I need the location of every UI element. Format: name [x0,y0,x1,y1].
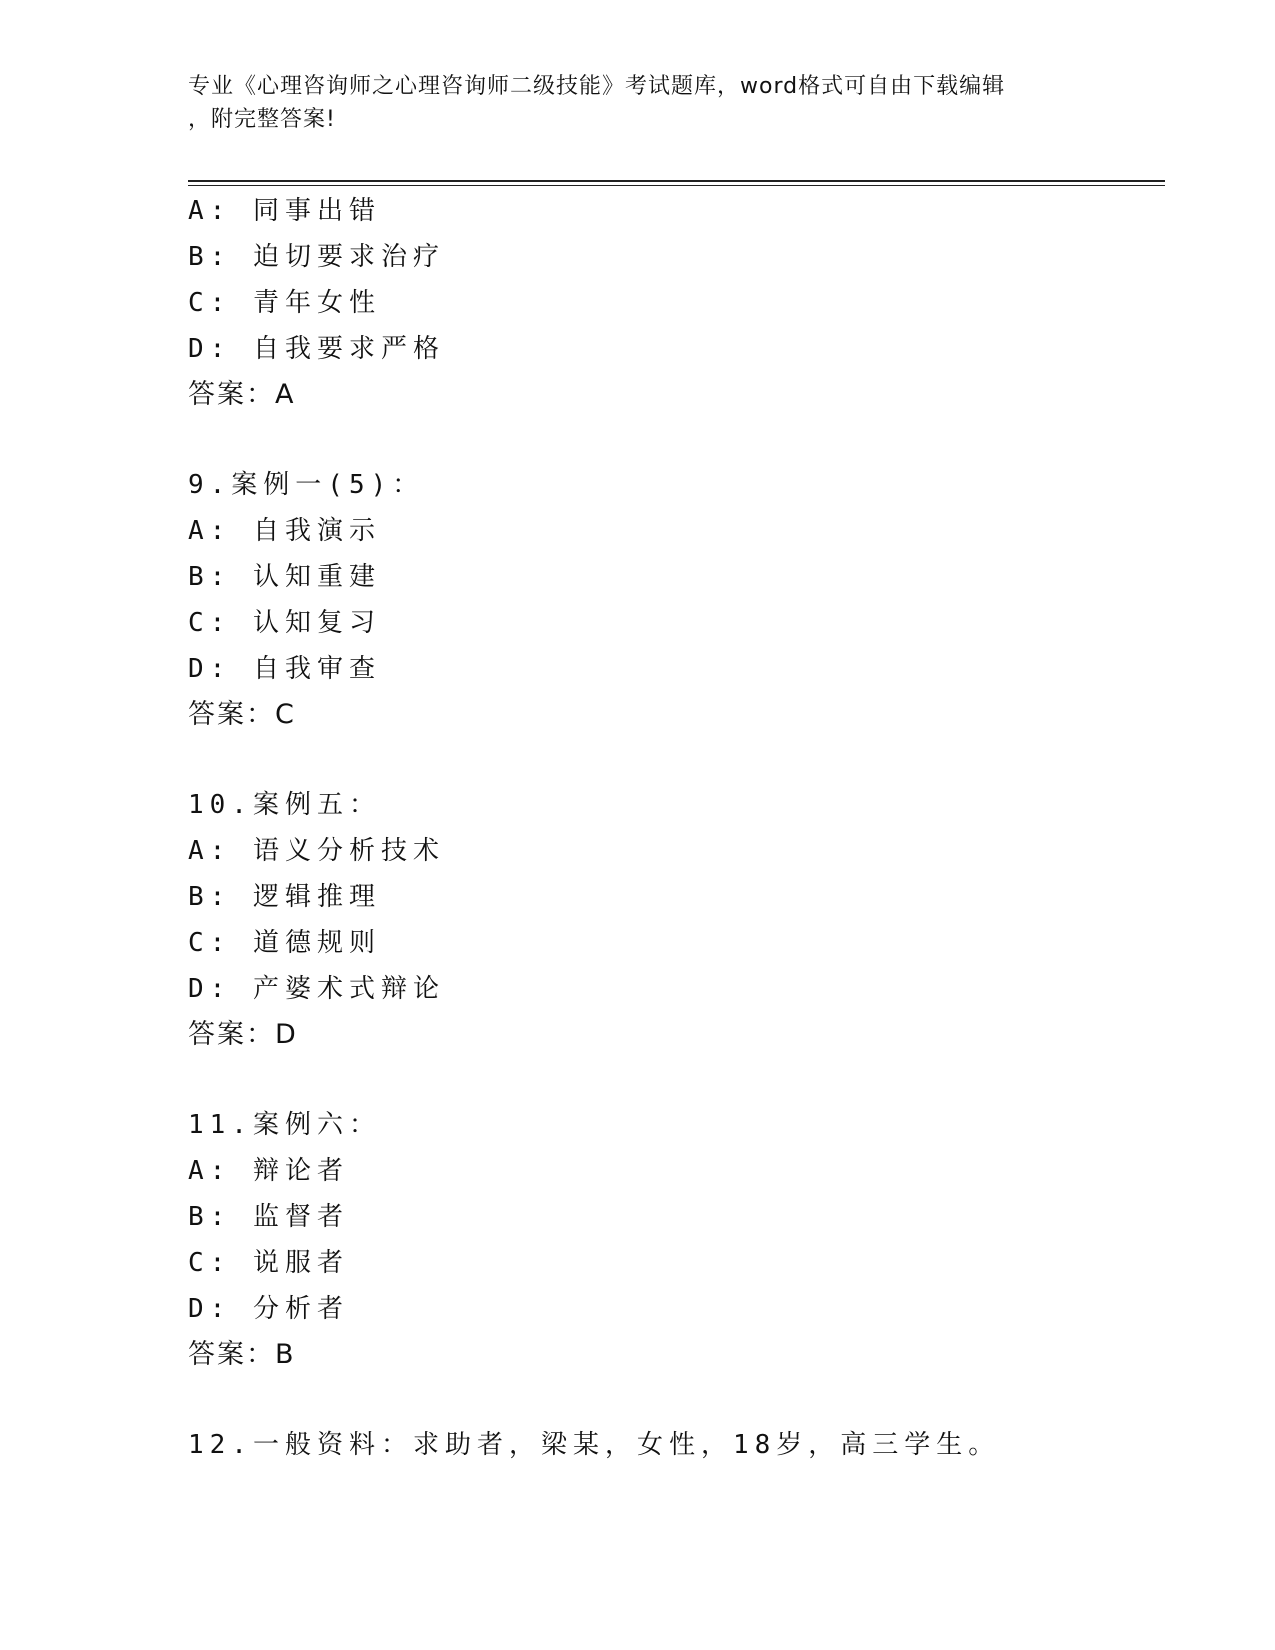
option-d: D: 分析者 [188,1294,349,1324]
option-a: A: 辩论者 [188,1156,349,1186]
option-d: D: 自我要求严格 [188,334,445,364]
option-a: A: 同事出错 [188,196,381,226]
option-c: C: 认知复习 [188,608,381,638]
question-title: 12.一般资料：求助者，梁某，女性，18岁，高三学生。 [188,1430,1001,1460]
question-9 [188,462,1168,738]
question-12 [188,1422,1168,1468]
header-divider-thin [188,185,1165,186]
header-line-1: 专业《心理咨询师之心理咨询师二级技能》考试题库，word格式可自由下载编辑 [188,74,1006,99]
answer: 答案：D [188,1019,298,1050]
option-b: B: 认知重建 [188,562,381,592]
option-b: B: 逻辑推理 [188,882,381,912]
option-a: A: 自我演示 [188,516,381,546]
document-header [188,70,1088,136]
option-a: A: 语义分析技术 [188,836,445,866]
option-d: D: 自我审查 [188,654,381,684]
option-c: C: 青年女性 [188,288,381,318]
option-b: B: 迫切要求治疗 [188,242,445,272]
option-d: D: 产婆术式辩论 [188,974,445,1004]
question-title: 9.案例一(5)： [188,470,425,500]
option-b: B: 监督者 [188,1202,349,1232]
answer: 答案：B [188,1339,296,1370]
question-8-continued [188,188,1168,418]
question-title: 11.案例六： [188,1110,381,1140]
answer: 答案：A [188,379,296,410]
question-11 [188,1102,1168,1378]
header-divider [188,180,1165,182]
question-title: 10.案例五： [188,790,381,820]
question-list [188,188,1168,1468]
answer: 答案：C [188,699,296,730]
header-line-2: ，附完整答案! [188,107,336,132]
option-c: C: 道德规则 [188,928,381,958]
question-10 [188,782,1168,1058]
option-c: C: 说服者 [188,1248,349,1278]
